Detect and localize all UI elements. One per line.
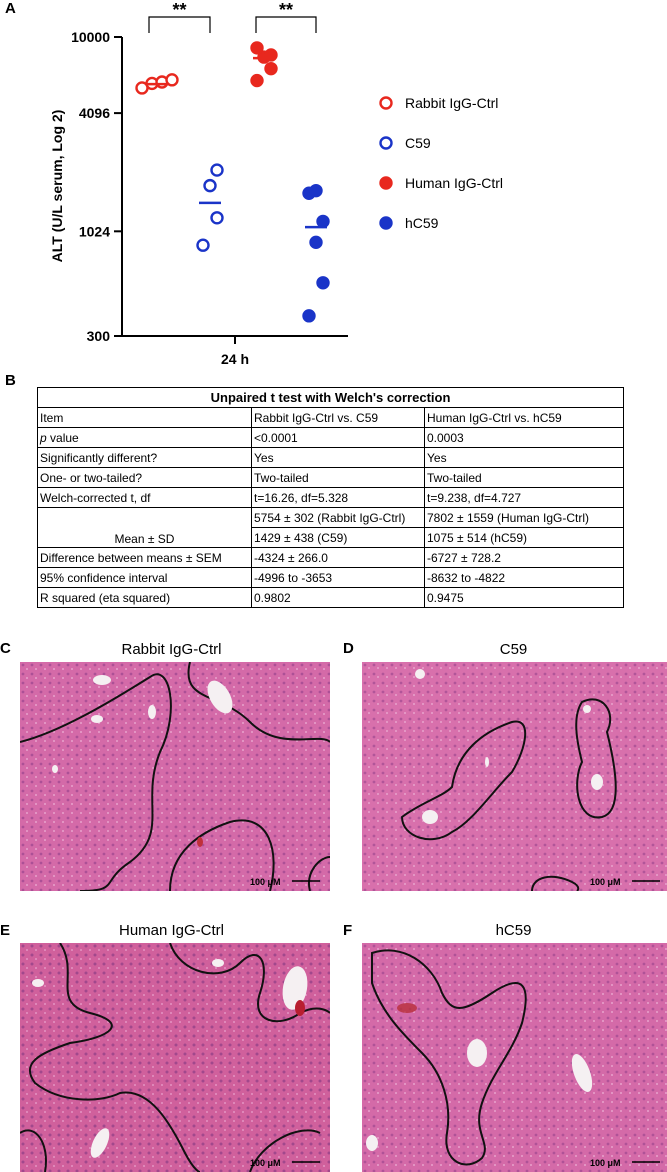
histology-image-c59 [362,662,667,891]
legend-label: hC59 [405,215,439,231]
table-header-cell: Item [38,408,252,428]
data-point [212,212,223,223]
table-cell: 1429 ± 438 (C59) [252,528,425,548]
panel-letter-d: D [343,640,354,657]
scale-bar-label: 100 μM [250,1158,281,1168]
histology-tissue [20,943,330,1172]
histology-title-c59: C59 [499,641,528,658]
panel-letter-a: A [5,0,16,17]
y-axis-label: ALT (U/L serum, Log 2) [49,109,65,263]
significance-brackets [149,0,316,33]
legend-marker [381,218,392,229]
table-row [38,428,624,448]
table-cell: 1075 ± 514 (hC59) [425,528,624,548]
table-row [38,568,624,588]
histology-tissue [362,943,667,1172]
data-point [304,310,315,321]
y-tick-label: 300 [86,328,110,344]
table-cell: 7802 ± 1559 (Human IgG-Ctrl) [425,508,624,528]
legend-marker [381,138,392,149]
table-cell-item: Significantly different? [38,448,252,468]
histology-image-rabbit-igg [20,662,330,891]
alt-scatter-chart [0,0,667,375]
histology-image-human-igg [20,943,330,1172]
data-point [311,237,322,248]
data-point [318,277,329,288]
legend-label: Rabbit IgG-Ctrl [405,95,499,111]
table-cell: Two-tailed [252,468,425,488]
legend-label: C59 [405,135,431,151]
y-tick-label: 4096 [78,105,110,122]
table-cell-item: 95% confidence interval [38,568,252,588]
data-point [311,185,322,196]
data-point [318,216,329,227]
table-cell: -4324 ± 266.0 [252,548,425,568]
table-cell: 0.9802 [252,588,425,608]
data-point [266,63,277,74]
histology-title-human-igg: Human IgG-Ctrl [118,922,225,939]
table-cell: 0.9475 [425,588,624,608]
scale-bar-label: 100 μM [590,1158,621,1168]
table-cell: 5754 ± 302 (Rabbit IgG-Ctrl) [252,508,425,528]
table-cell: -8632 to -4822 [425,568,624,588]
significance-label: ** [278,0,294,20]
table-cell-item: R squared (eta squared) [38,588,252,608]
data-point [212,165,223,176]
data-point [198,240,209,251]
significance-label: ** [172,0,187,20]
panel-letter-b: B [5,372,16,389]
table-cell: 0.0003 [425,428,624,448]
data-marks [137,42,329,321]
data-point [252,42,263,53]
table-cell: <0.0001 [252,428,425,448]
y-ticks [71,29,122,344]
table-title: Unpaired t test with Welch's correction [38,388,624,408]
table-cell: t=16.26, df=5.328 [252,488,425,508]
table-row [38,508,624,528]
table-cell: -6727 ± 728.2 [425,548,624,568]
p-symbol: p [40,430,47,445]
table-cell-item: Welch-corrected t, df [38,488,252,508]
x-axis-label: 24 h [220,351,250,367]
table-cell-item: One- or two-tailed? [38,468,252,488]
table-cell: -4996 to -3653 [252,568,425,588]
histology-tissue [20,662,330,891]
table-row [38,448,624,468]
table-cell: Yes [252,448,425,468]
legend-label: Human IgG-Ctrl [405,175,504,191]
scale-bar-label: 100 μM [590,877,621,887]
table-cell-item: Mean ± SD [38,508,252,548]
histology-tissue [362,662,667,891]
table-cell-item [38,428,252,448]
table-cell-item-text: value [46,430,79,445]
table-row [38,468,624,488]
table-header-row [38,408,624,428]
table-header-cell: Rabbit IgG-Ctrl vs. C59 [252,408,425,428]
data-point [205,180,216,191]
y-tick-label: 10000 [71,29,110,45]
legend-marker [381,178,392,189]
table-row [38,488,624,508]
stats-table [37,387,624,608]
table-cell: t=9.238, df=4.727 [425,488,624,508]
scale-bar-label: 100 μM [250,877,281,887]
table-header-cell: Human IgG-Ctrl vs. hC59 [425,408,624,428]
table-cell: Two-tailed [425,468,624,488]
table-title-row [38,388,624,408]
data-point [252,75,263,86]
panel-letter-c: C [0,640,11,657]
table-row [38,588,624,608]
data-point [167,74,178,85]
legend-marker [381,98,392,109]
chart-legend [381,95,504,231]
table-cell-item: Difference between means ± SEM [38,548,252,568]
table-cell: Yes [425,448,624,468]
panel-letter-f: F [343,922,353,939]
histology-title-rabbit-igg: Rabbit IgG-Ctrl [121,641,222,658]
table-row [38,548,624,568]
histology-title-hc59: hC59 [495,922,532,939]
panel-letter-e: E [0,922,11,939]
y-tick-label: 1024 [78,223,110,240]
histology-image-hc59 [362,943,667,1172]
